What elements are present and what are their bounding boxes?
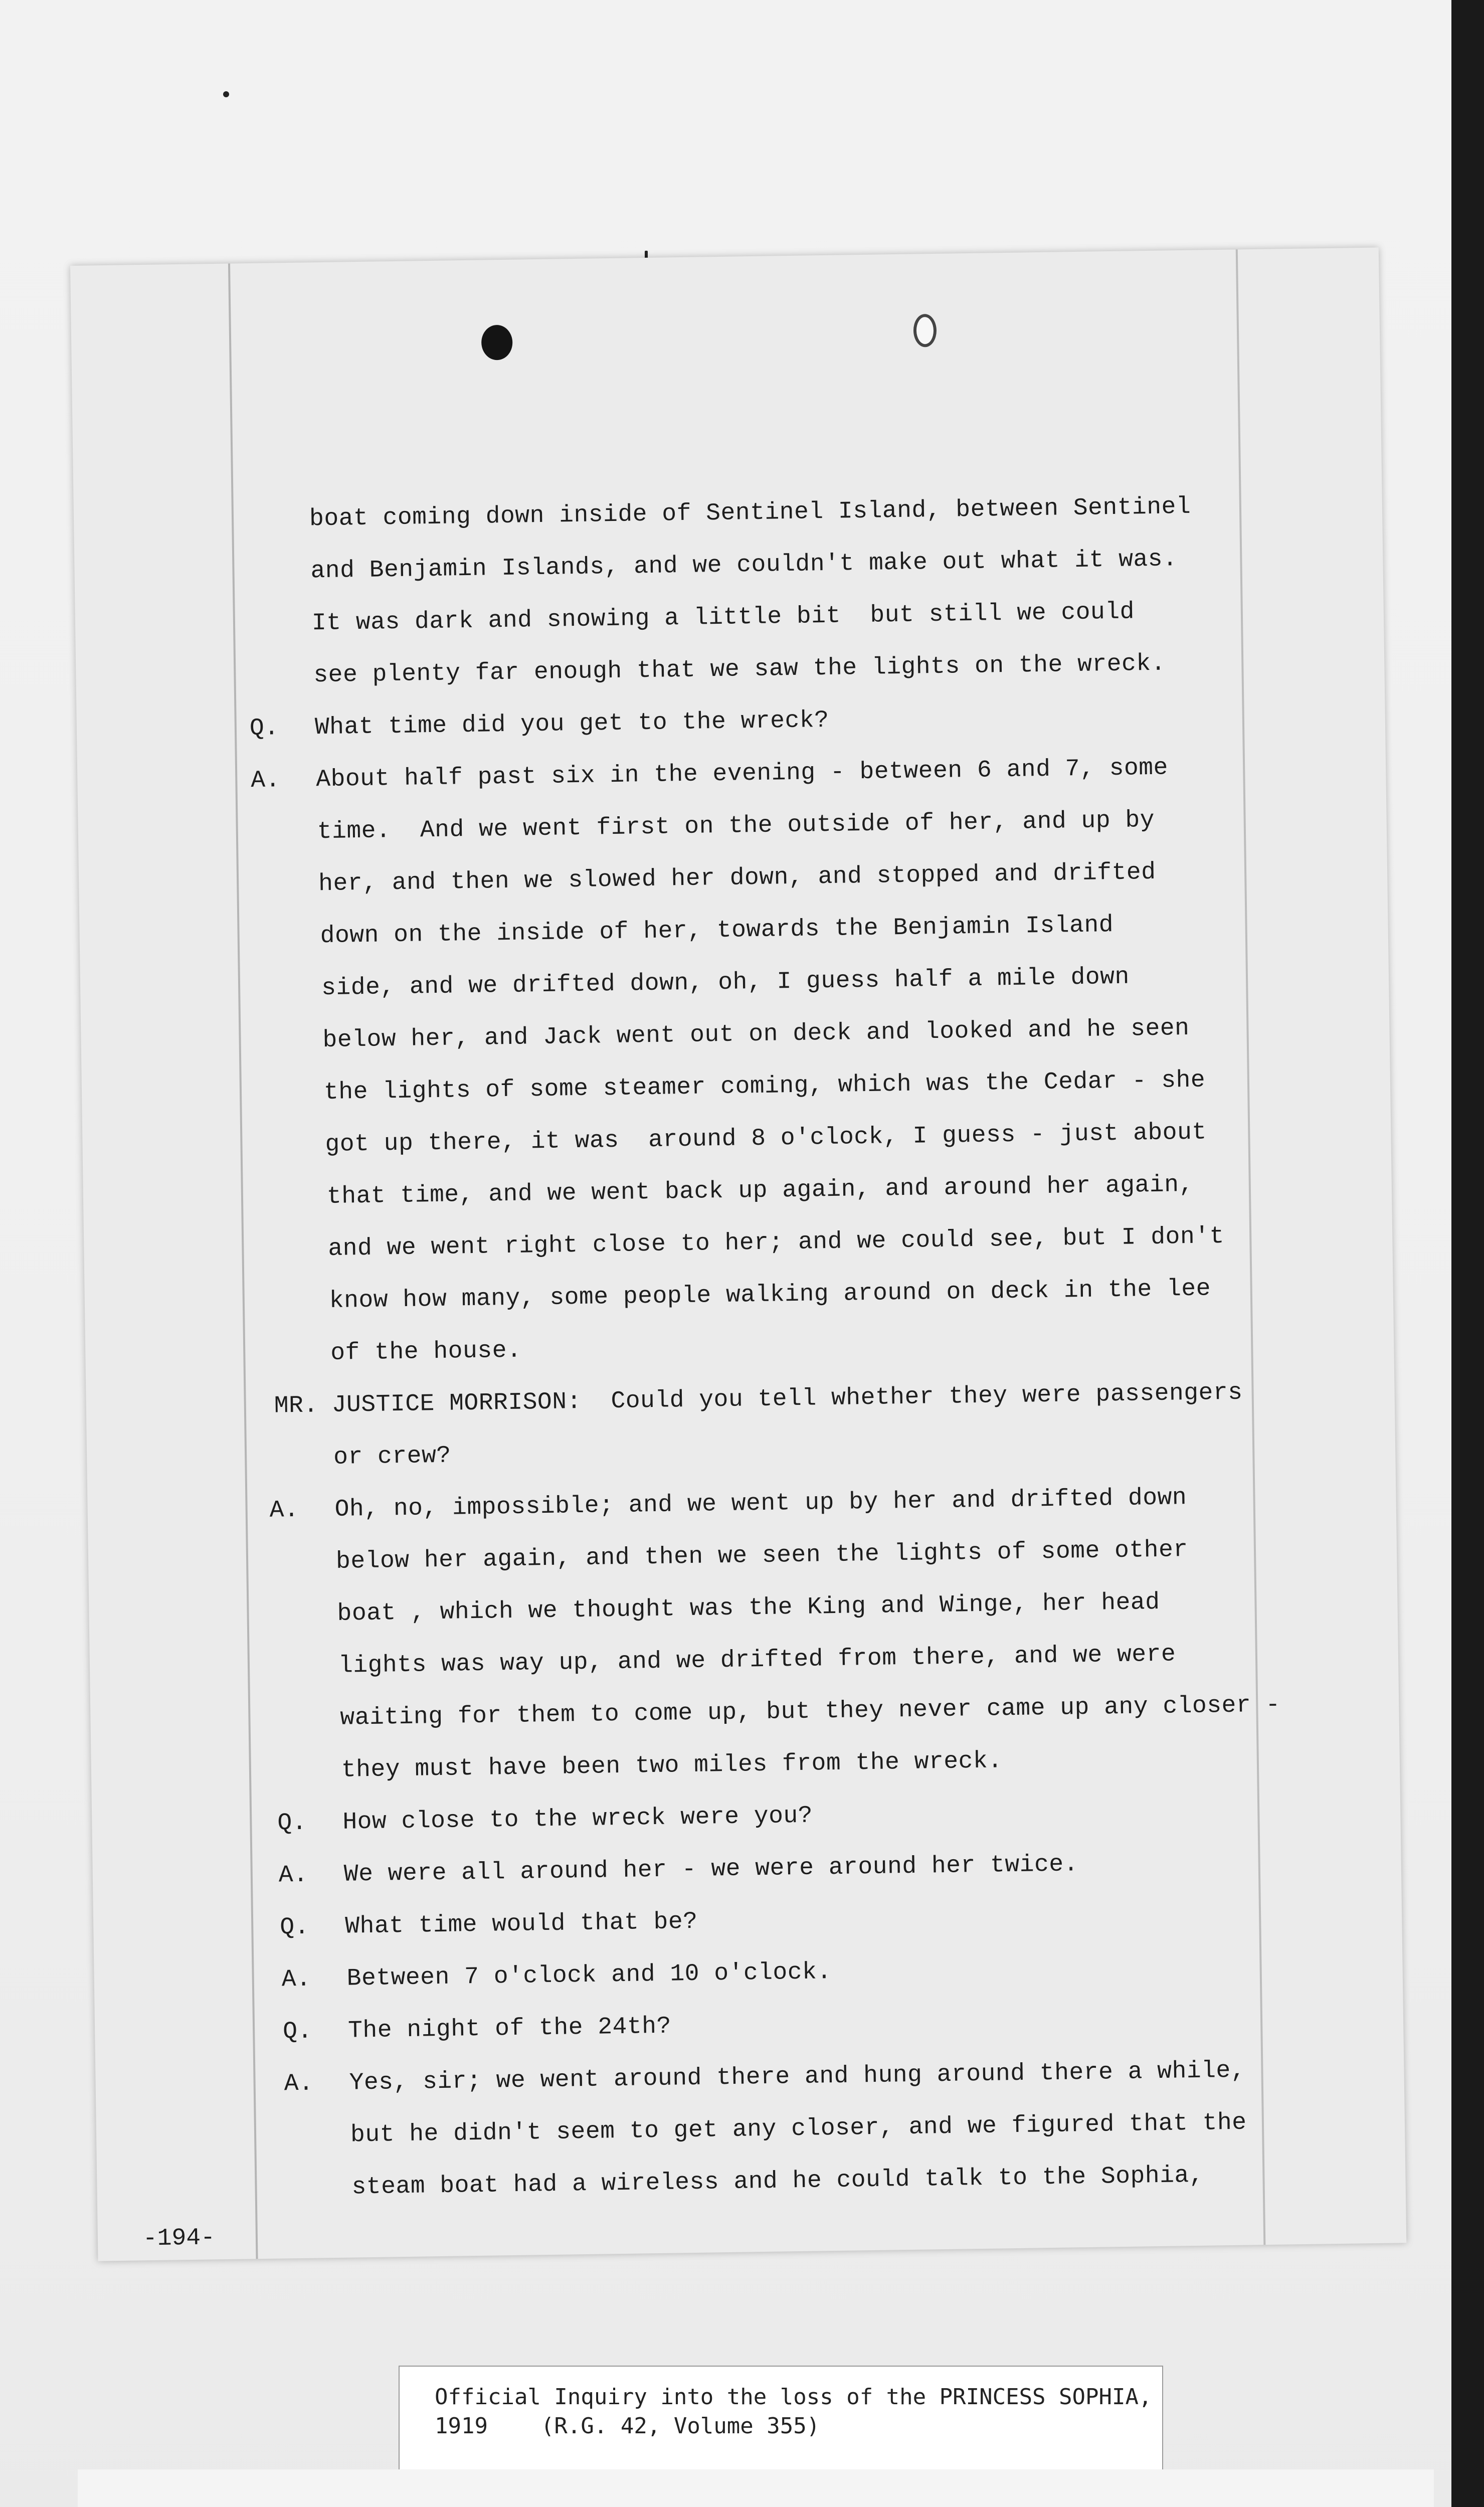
punch-hole-reinforced bbox=[913, 314, 937, 347]
transcript-text: Between 7 o'clock and 10 o'clock. bbox=[346, 1958, 832, 1993]
speaker-label: A. bbox=[284, 2070, 314, 2098]
transcript-text: see plenty far enough that we saw the lights on the wreck. bbox=[313, 650, 1166, 689]
transcript-text: waiting for them to come up, but they never came up any closer - bbox=[340, 1691, 1281, 1732]
transcript-text: and we went right close to her; and we could see, but I don't bbox=[328, 1223, 1225, 1263]
speaker-label: A. bbox=[281, 1965, 311, 1994]
transcript-text: but he didn't seem to get any closer, and we figured that the bbox=[350, 2109, 1247, 2149]
typed-transcript-page bbox=[70, 248, 1406, 2261]
transcript-text: We were all around her - we were around her twice. bbox=[343, 1851, 1079, 1888]
transcript-text: her, and then we slowed her down, and stopped and drifted bbox=[318, 858, 1156, 898]
speaker-label: A. bbox=[269, 1496, 299, 1524]
transcript-text: Oh, no, impossible; and we went up by her and drifted down bbox=[334, 1484, 1187, 1523]
speaker-label: Q. bbox=[279, 1913, 310, 1941]
scan-edge-strip bbox=[1451, 0, 1484, 2507]
transcript-text: boat coming down inside of Sentinel Island, between Sentinel bbox=[309, 493, 1191, 533]
public-archives-stamp bbox=[78, 2469, 1434, 2507]
transcript-text: below her, and Jack went out on deck and looked and he seen bbox=[322, 1014, 1190, 1054]
transcript-text: What time would that be? bbox=[344, 1908, 698, 1940]
transcript-text: steam boat had a wireless and he could talk to the Sophia, bbox=[351, 2162, 1204, 2201]
transcript-text: down on the inside of her, towards the Benjamin Island bbox=[320, 912, 1114, 950]
transcript-text: and Benjamin Islands, and we couldn't make out what it was. bbox=[310, 546, 1178, 585]
transcript-text: boat , which we thought was the King and Winge, her head bbox=[337, 1588, 1160, 1628]
transcript-text: or crew? bbox=[333, 1442, 452, 1471]
transcript-text: What time did you get to the wreck? bbox=[314, 706, 829, 742]
transcript-text: that time, and we went back up again, and around her again, bbox=[326, 1171, 1194, 1211]
page-number: -194- bbox=[142, 2224, 216, 2253]
transcript-text: The night of the 24th? bbox=[347, 2013, 672, 2045]
caption-line: Official Inquiry into the loss of the PRINCESS SOPHIA, bbox=[435, 2384, 1152, 2410]
transcript-text: About half past six in the evening - between 6 and 7, some bbox=[315, 754, 1169, 794]
speaker-label: Q. bbox=[277, 1809, 307, 1837]
transcript-text: It was dark and snowing a little bit but still we could bbox=[311, 598, 1135, 637]
transcript-text: lights was way up, and we drifted from there, and we were bbox=[338, 1641, 1176, 1680]
transcript-body bbox=[73, 478, 1406, 2217]
caption-line: 1919 (R.G. 42, Volume 355) bbox=[435, 2413, 820, 2439]
transcript-text: JUSTICE MORRISON: Could you tell whether they were passengers bbox=[331, 1379, 1243, 1419]
transcript-text: side, and we drifted down, oh, I guess half a mile down bbox=[321, 963, 1130, 1002]
speaker-label: A. bbox=[278, 1861, 308, 1889]
transcript-text: know how many, some people walking around on deck in the lee bbox=[329, 1275, 1211, 1315]
speaker-label: Q. bbox=[282, 2018, 313, 2046]
speaker-label: Q. bbox=[249, 714, 279, 743]
archive-caption-label bbox=[399, 2366, 1163, 2471]
transcript-text: they must have been two miles from the wreck. bbox=[341, 1747, 1003, 1784]
transcript-text: How close to the wreck were you? bbox=[342, 1802, 813, 1836]
transcript-text: time. And we went first on the outside of her, and up by bbox=[317, 806, 1155, 846]
transcript-text: of the house. bbox=[330, 1337, 522, 1367]
dust-speck bbox=[223, 91, 229, 97]
punch-hole-filled bbox=[481, 325, 513, 361]
transcript-text: below her again, and then we seen the lights of some other bbox=[335, 1536, 1189, 1575]
speaker-label: MR. bbox=[274, 1392, 319, 1420]
speaker-label: A. bbox=[250, 767, 281, 795]
transcript-text: got up there, it was around 8 o'clock, I guess - just about bbox=[325, 1119, 1207, 1159]
transcript-text: the lights of some steamer coming, which was the Cedar - she bbox=[323, 1066, 1206, 1107]
transcript-text: Yes, sir; we went around there and hung around there a while, bbox=[349, 2057, 1246, 2097]
